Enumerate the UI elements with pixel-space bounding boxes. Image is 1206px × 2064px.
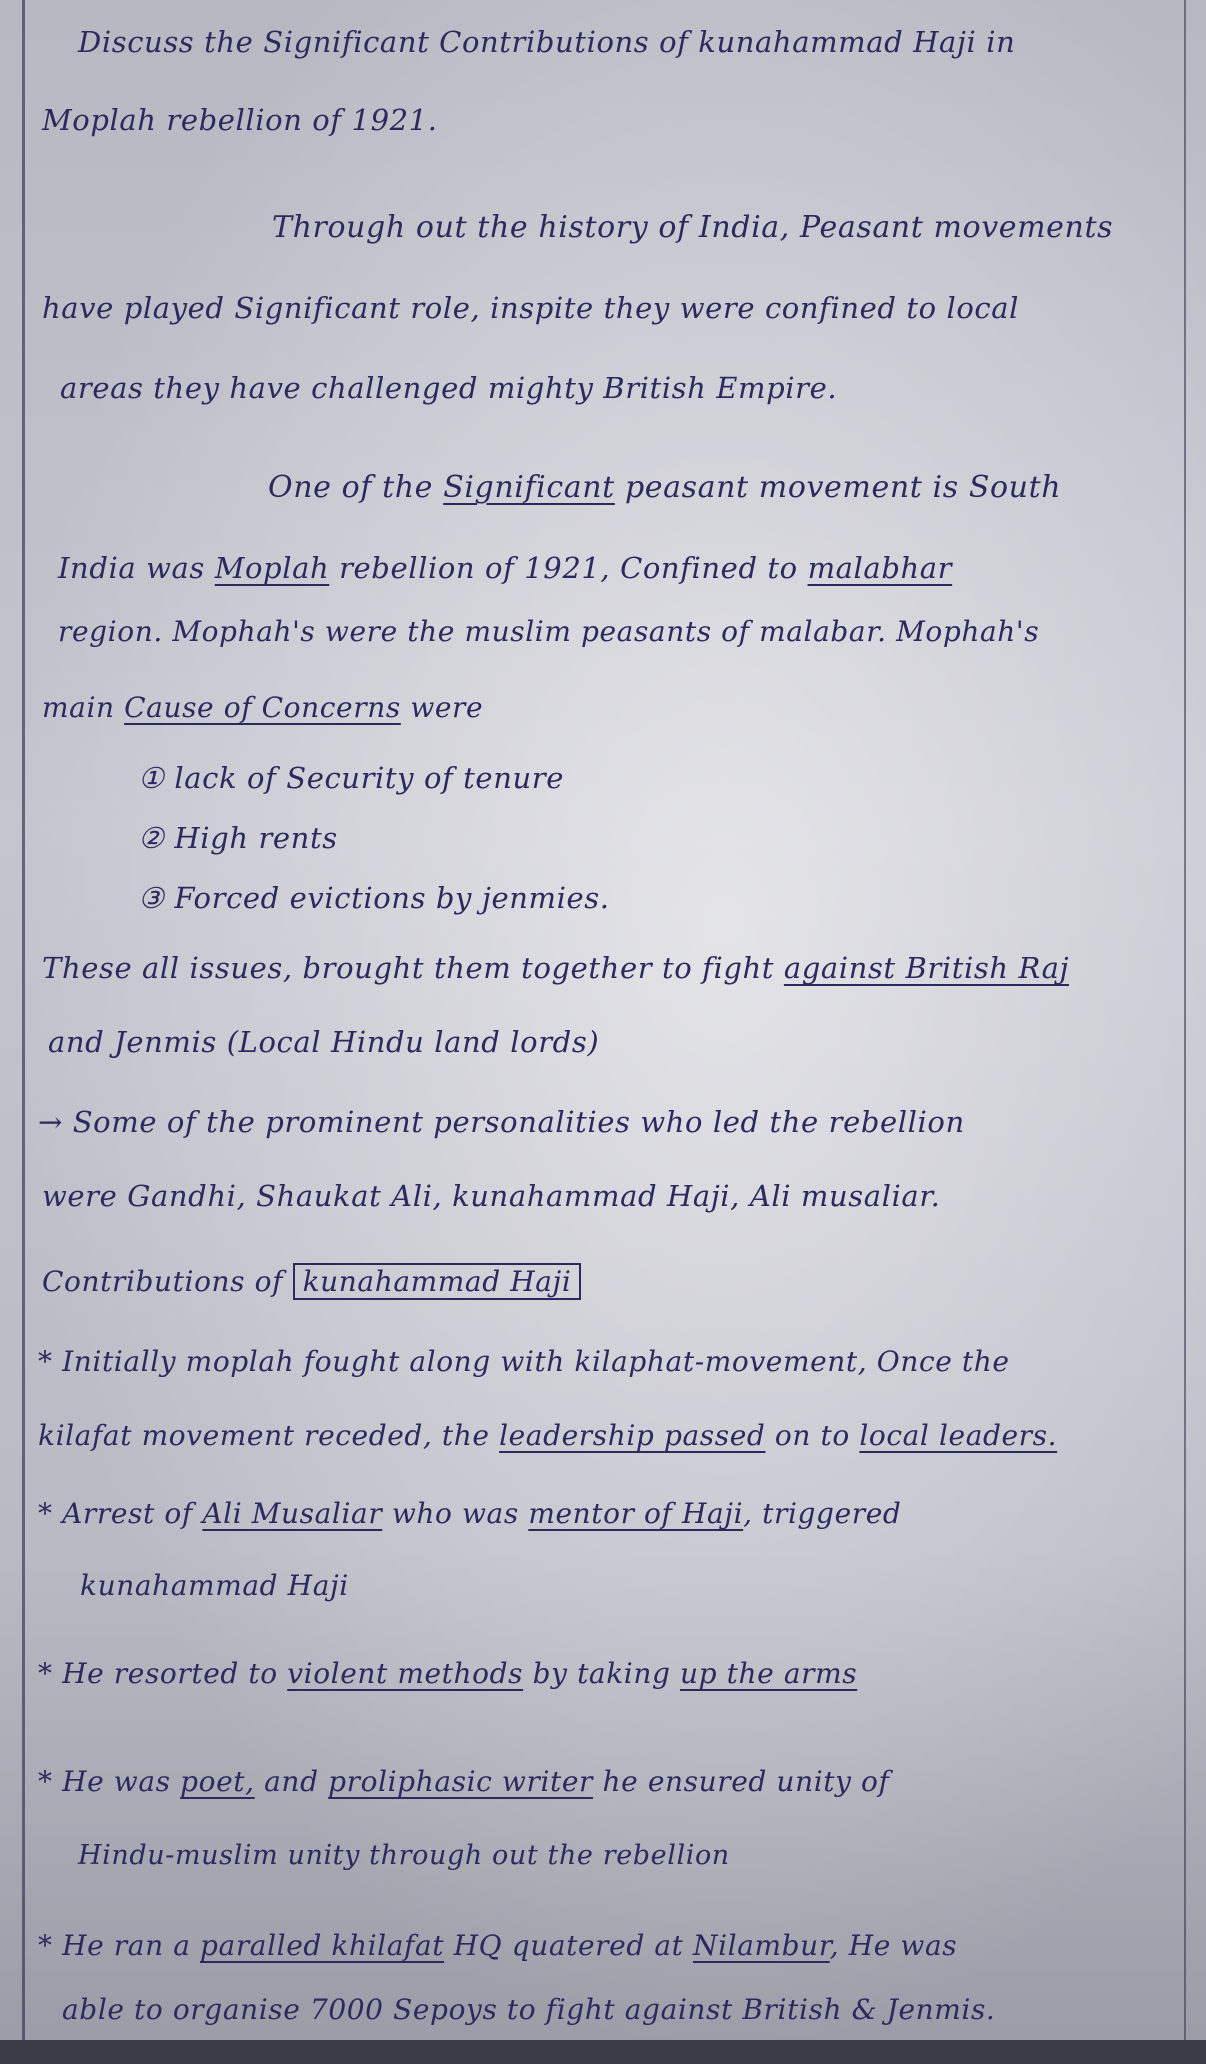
underlined-poet: poet, [180,1765,255,1798]
underlined-paralled-khilafat: paralled khilafat [200,1929,445,1962]
underlined-proliphasic-writer: proliphasic writer [328,1765,594,1798]
para2-text: main [42,691,125,724]
bullet-2-line-1 [38,1494,901,1534]
bullet-text: HQ quatered at [444,1929,693,1962]
underlined-significant: Significant [443,470,615,505]
para3-line-1 [42,948,1069,988]
para3-text: These all issues, brought them together to fight [42,951,784,985]
intro-line-3: areas they have challenged mighty British Empire. [60,371,838,405]
bullet-5-line-1 [38,1926,957,1966]
bullet-text: , triggered [743,1497,902,1530]
bullet-text: and [254,1765,329,1798]
underlined-leadership-passed: leadership passed [499,1419,766,1452]
bullet-1-line-1: * Initially moplah fought along with kilaphat-movement, Once the [38,1345,1010,1378]
bullet-text: * Arrest of [38,1497,203,1530]
underlined-nilambur: Nilambur [693,1929,830,1962]
bullet-1-line-2 [38,1416,1057,1456]
underlined-local-leaders: local leaders. [859,1419,1058,1452]
underlined-violent-methods: violent methods [287,1657,524,1690]
underlined-malabhar: malabhar [807,551,953,585]
boxed-name: kunahammad Haji [293,1263,582,1300]
para3-line-2: and Jenmis (Local Hindu land lords) [48,1025,600,1059]
underlined-mentor-of-haji: mentor of Haji [528,1497,744,1530]
contributions-heading-text: Contributions of [42,1265,293,1298]
para2-line-1 [268,468,1061,508]
bullet-text: kilafat movement receded, the [38,1419,500,1452]
bullet-text: , He was [829,1929,958,1962]
intro-line-2: have played Significant role, inspite they were confined to local [42,291,1020,325]
underlined-cause-of-concerns: Cause of Concerns [124,691,401,724]
underlined-ali-musaliar: Ali Musaliar [202,1497,383,1530]
intro-line-1: Through out the history of India, Peasant movements [272,210,1114,245]
bullet-2-line-2: kunahammad Haji [80,1569,349,1602]
contributions-heading [42,1262,581,1302]
bottom-shadow-band [0,2040,1206,2064]
bullet-text: * He ran a [38,1929,200,1962]
para2-text: One of the [268,470,444,505]
bullet-3-line-1 [38,1654,857,1694]
leaders-line-2: were Gandhi, Shaukat Ali, kunahammad Haji, Ali musaliar. [42,1179,941,1213]
para2-text: rebellion of 1921, Confined to [329,551,808,585]
leaders-line-1: → Some of the prominent personalities who led the rebellion [38,1105,965,1139]
bullet-4-line-2: Hindu-muslim unity through out the rebellion [78,1840,730,1871]
question-line-1: Discuss the Significant Contributions of kunahammad Haji in [78,25,1016,59]
bullet-5-line-2: able to organise 7000 Sepoys to fight against British & Jenmis. [62,1993,996,2026]
cause-item-2: ② High rents [138,821,338,855]
bullet-text: who was [382,1497,529,1530]
para2-text: peasant movement is South [614,470,1062,505]
cause-item-3: ③ Forced evictions by jenmies. [138,881,610,915]
bullet-text: he ensured unity of [593,1765,890,1798]
para2-line-2 [58,548,952,588]
para2-line-4 [42,688,483,728]
right-margin-line [1184,0,1186,2064]
bullet-text: * He was [38,1765,181,1798]
bullet-text: by taking [523,1657,680,1690]
bullet-text: * He resorted to [38,1657,288,1690]
bullet-4-line-1 [38,1762,889,1802]
question-line-2: Moplah rebellion of 1921. [42,103,438,137]
bullet-text: on to [765,1419,860,1452]
para2-line-3: region. Mophah's were the muslim peasants of malabar. Mophah's [58,615,1040,648]
underlined-against-british-raj: against British Raj [783,951,1070,985]
para2-text: were [400,691,484,724]
cause-item-1: ① lack of Security of tenure [138,761,564,795]
underlined-moplah: Moplah [214,551,330,585]
left-margin-line [22,0,25,2064]
para2-text: India was [58,551,215,585]
underlined-up-the-arms: up the arms [680,1657,858,1690]
